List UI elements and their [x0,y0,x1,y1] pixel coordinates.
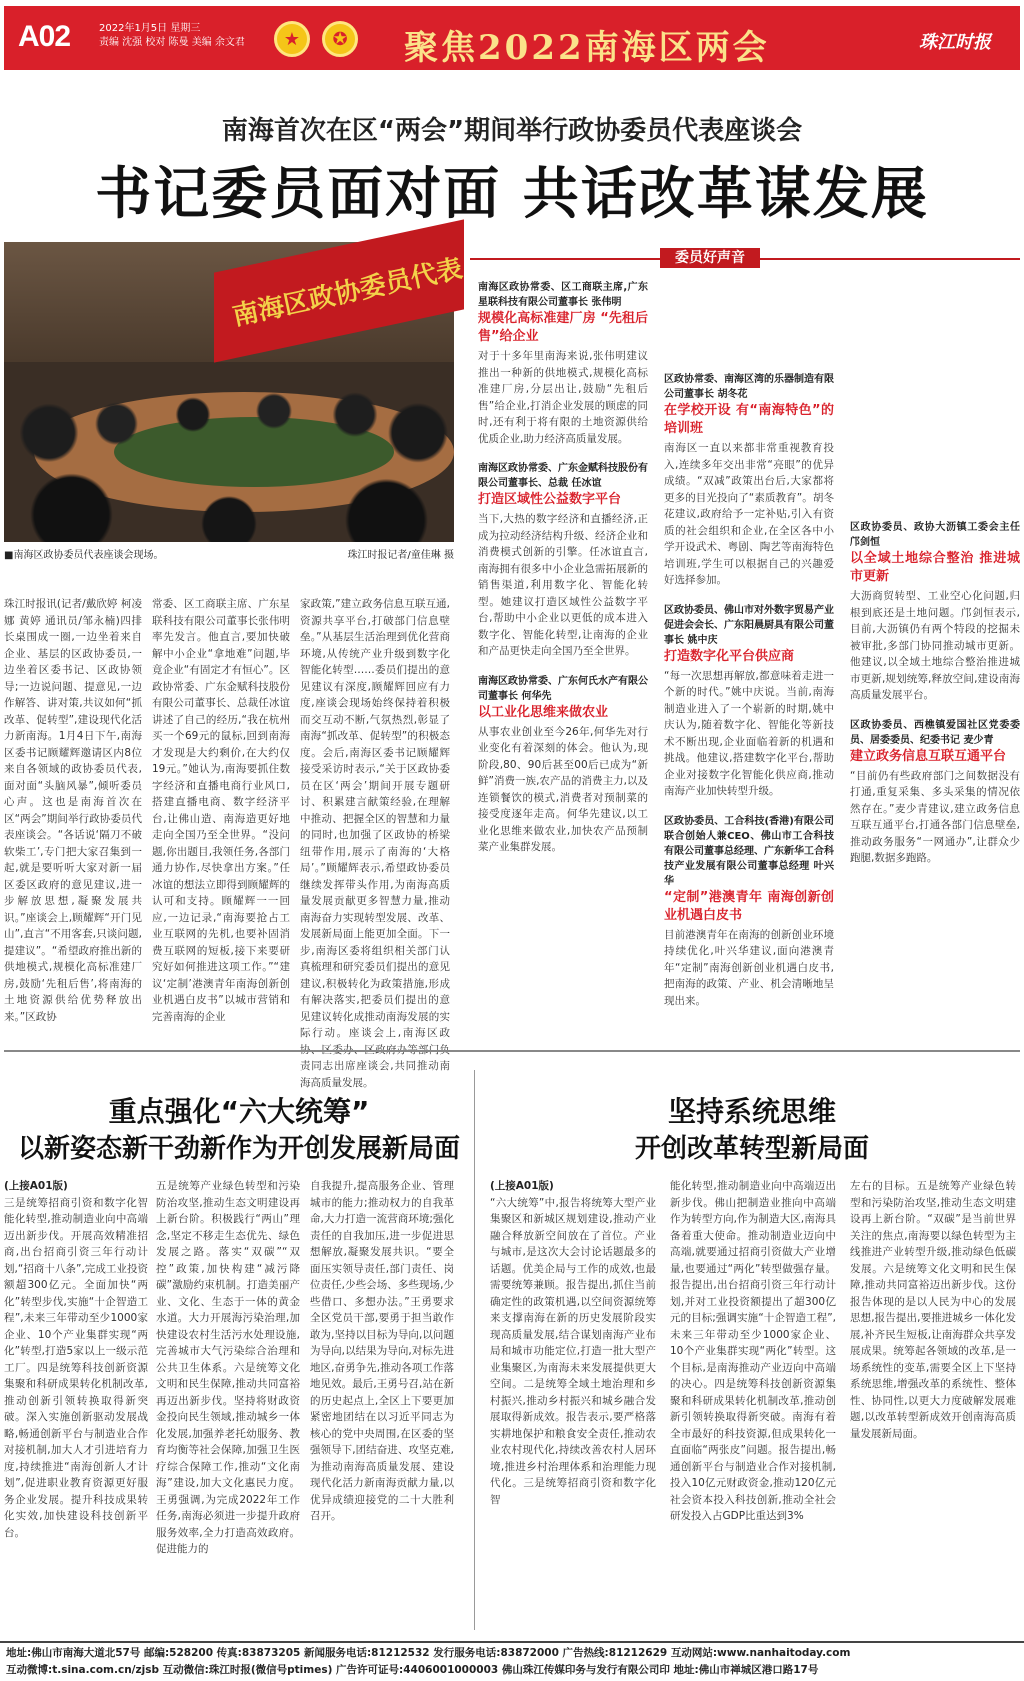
main-headline: 书记委员面对面 共话改革谋发展 [95,162,929,227]
voice-role: 区政协委员、西樵镇爱国社区党委委员、居委委员、纪委书记 麦少青 [850,719,1020,746]
lower-left-column-1 [4,1178,148,1628]
voice-role: 南海区政协常委、区工商联主席,广东星联科技有限公司董事长 张伟明 [478,282,648,308]
voices-column-2 [664,280,834,1020]
voice-role: 南海区政协常委、广东金赋科技股份有限公司董事长、总裁 任冰谊 [478,463,648,489]
footer-line-2: 互动微博:t.sina.com.cn/zjsb 互动微信:珠江时报(微信号ptimes) 广告许可证号:4406001000003 佛山珠江传媒印务与发行有限公司印 地址:佛山市禅城区港口路17号 [6,1664,819,1676]
voice-heading: 在学校开设 有“南海特色”的培训班 [664,403,834,436]
lower-right-heading-2: 开创改革转型新局面 [634,1134,869,1164]
voice-heading: “定制”港澳青年 南海创新创业机遇白皮书 [664,889,834,923]
voice-role: 区政协常委、南海区湾的乐器制造有限公司董事长 胡冬花 [664,374,834,400]
publication-date: 2022年1月5日 星期三 [99,23,201,34]
page-footer [0,1641,1024,1681]
lower-left-column-3: 自我提升,提高服务企业、管理城市的能力;推动权力的自我革命,大力打造一流营商环境;强化责任的自我加压,进一步促进思想解放,凝聚发展共识。“要全面压实领导责任,部门责任、岗位责任,少些会场、多些现场,少些借口、多想办法。”王勇要求全区党员干部,要勇于担当敢作敢为,坚持以目标为导向,以问题为导向,以结果为导向,对标先进地区,奋勇争先,推动各项工作落地见效。最后,王勇号召,站在新的历史起点上,全区上下要更加紧密地团结在以习近平同志为核心的党中央周围,在区委的坚强领导下,团结奋进、攻坚克难,为推动南海高质量发展、建设现代化活力新南海贡献力量,以优异成绩迎接党的二十大胜利召开。 [310,1180,454,1522]
voice-role: 南海区政协常委、广东何氏水产有限公司董事长 何华先 [478,675,648,702]
voice-text-continued [850,280,1020,520]
editors-line: 责编 沈强 校对 陈曼 美编 余文君 [99,37,245,48]
lead-column-1: 珠江时报讯(记者/戴欣婷 柯凌娜 黄婷 通讯员/邹永楠)四排长桌围成一圈,一边坐着来自企业、基层的区政协委员,一边坐着区委书记、区政协领导;一边说问题、提意见,一边作解答、讲对策,共议如何“抓改革、促转型”,建设现代化活力新南海。1月4日下午,南海区委书记顾耀辉邀请区内8位来自各领域的政协委员代表,面对面“头脑风暴”,倾听委员心声。这也是南海首次在区“两会”期间举行政协委员代表座谈会。“各话说‘隔刀不破软柴工’,专门把大家召集到一起,就是要听听大家对新一届区委区政府的意见建议,进一步解放思想,凝聚发展共识。”座谈会上,顾耀辉“开门见山”,直言“不用客套,只谈问题,提建议”。“希望政府推出新的供地模式,规模化高标准建厂房,鼓励‘先租后售’,将南海的土地资源供给优势释放出来。”区政协 [4,598,142,1023]
photo-credit: 珠江时报记者/童佳琳 摄 [347,550,454,561]
continued-note: (上接A01版) [4,1180,68,1192]
voice-role: 区政协委员、政协大沥镇工委会主任 邝剑恒 [850,522,1020,548]
voice-heading: 以工业化思维来做农业 [478,704,609,720]
lower-left-column-2: 五是统筹产业绿色转型和污染防治攻坚,推动生态文明建设再上新台阶。积极践行“两山”理念,坚定不移走生态优先、绿色发展之路。落实“双碳”“双控”政策,加快构建“减污降碳”激励约束机制。打造美丽产业、文化、生态于一体的黄金水道。大力开展海污染治理,加快建设农村生活污水处理设施,完善城市大气污染综合治理和公共卫生体系。六是统筹文化文明和民生保障,推动共同富裕再迈出新步伐。坚持将财政资金投向民生领域,推动城乡一体化发展,加强养老托幼服务、教育均衡等社会保障,加强卫生医疗综合保障工作,推动“文化南海”建设,加大文化惠民力度。王勇强调,为完成2022年工作任务,南海必须进一步提升政府服务效率,全力打造高效政府。促进能力的 [156,1180,300,1555]
voice-text: 对于十多年里南海来说,张伟明建议推出一种新的供地模式,规模化高标准建厂房,分层出让,鼓励“先租后售”给企业,打消企业发展的顾虑的同时,还有利于将有限的土地资源供给优质企业,助力经济高质量发展。 [478,350,648,445]
column-text: “六大统筹”中,报告将统筹大型产业集聚区和新城区规划建设,推动产业融合释放新空间放在了首位。产业与城市,是这次大会讨论话题最多的话题。优美企局与工作的成效,也最需要统筹兼顾。报告提出,抓住当前确定性的政策机遇,以空间资源统筹来支撑南海在新的历史发展阶段实现高质量发展,结合谋划南海产业布局和城市功能定位,打造一批大型产业集聚区,为南海未来发展提供更大空间。二是统筹全域土地治理和乡村振兴,推动乡村振兴和城乡融合发展取得新成效。报告表示,要严格落实耕地保护和粮食安全责任,推动农业农村现代化,持续改善农村人居环境,推进乡村治理体系和治理能力现代化。三是统筹招商引资和数字化智 [490,1196,656,1506]
voice-text: 当下,大热的数字经济和直播经济,正成为拉动经济结构升级、经济企业和消费模式创新的引擎。任冰谊直言,南海拥有很多中小企业急需拓展新的销售渠道,利用数字化、智能化转型。她建议打造区域性公益数字平台,帮助中小企业以更低的成本进入数字化、智能化转型,让南海的企业和产品更快走向全国乃至全世界。 [478,513,648,657]
voice-text: 目前港澳青年在南海的创新创业环境持续优化,叶兴华建议,面向港澳青年“定制”南海创新创业机遇白皮书,把南海的政策、产业、机会清晰地呈现出来。 [664,928,834,1007]
lower-right-column-3: 左右的目标。五是统筹产业绿色转型和污染防治攻坚,推动生态文明建设再上新台阶。“双碳”是当前世界关注的焦点,南海要以绿色转型为主线推进产业转型升级,推动绿色低碳发展。六是统筹文化文明和民生保障,推动共同富裕迈出新步伐。这份报告体现的是以人民为中心的发展思想,报告提出,要推进城乡一体化发展,补齐民生短板,让南海群众共享发展成果。统筹起各领域的改革,是一场系统性的变革,需要全区上下坚持系统思维,增强改革的系统性、整体性、协同性,以更大力度破解发展难题,以改革转型新成效开创南海高质量发展新局面。 [850,1180,1016,1440]
photo-banner-text: 南海区政协委员代表 [229,253,466,332]
footer-line-1: 地址:佛山市南海大道北57号 邮编:528200 传真:83873205 新闻服务电话:81212532 发行服务电话:83872000 广告热线:81212629 互动网站:www.nanhaitoday.com [6,1647,851,1659]
voice-text: 南海区一直以来都非常重视教育投入,连续多年交出非常“亮眼”的优异成绩。“双减”政策出台后,大家都将更多的目光投向了“素质教育”。胡冬花建议,政府给予一定补贴,引入有资质的社会组织和企业,在全区各中小学开设武术、粤剧、陶艺等南海特色培训班,学生可以根据自己的兴趣爱好选择参加。 [664,442,834,586]
voice-role: 区政协委员、佛山市对外数字贸易产业促进会会长、广东阳晨厨具有限公司董事长 姚中庆 [664,604,834,646]
kicker-headline: 南海首次在区“两会”期间举行政协委员代表座谈会 [221,116,803,146]
voice-text: 从事农业创业至今26年,何华先对行业变化有着深刻的体会。他认为,现阶段,80、90后甚至00后已成为“新鲜”消费一族,农产品的消费主力,以及连锁餐饮的模式,消费者对预制菜的接受度逐年走高。何华先建议,以工业化思维来做农业,加快农产品预制菜产业集群发展。 [478,725,648,853]
lead-column-2: 常委、区工商联主席、广东星联科技有限公司董事长张伟明率先发言。他直言,要加快破解中小企业“拿地难”问题,毕竟企业“有固定才有恒心”。区政协常委、广东金赋科技股份有限公司董事长、总裁任冰谊讲述了自己的经历,“我在杭州买一个69元的鼠标,回到南海才发现是大约剩价,在大约仅19元。”她认为,南海要抓住数字经济和直播电商行业风口,搭建直播电商、数字经济平台,让佛山造、南海造更好地走向全国乃至全世界。“没问题,你出题目,我领任务,各部门通力协作,尽快拿出方案。”任冰谊的想法立即得到顾耀辉的认可和支持。顾耀辉一一回应,一边记录,“南海要抢占工业互联网的先机,也要补固消费互联网的短板,接下来要研究好如何推进这项工作。”“建议‘定制’港澳青年南海创新创业机遇白皮书”以城市营销和完善南海的企业 [152,598,290,1023]
cppcc-emblem-icon: ✪ [322,21,358,57]
voice-heading: 以全域土地综合整治 推进城市更新 [850,551,1020,584]
voices-section-label: 委员好声音 [660,248,760,268]
section-title: 聚焦2022南海区两会 [404,28,770,68]
photo-attendees [4,360,454,542]
national-emblem-icon: ★ [274,21,310,57]
voices-column-1 [478,280,648,1020]
column-separator [474,1070,475,1630]
voice-heading: 建立政务信息互联互通平台 [850,748,1007,764]
continued-note: (上接A01版) [490,1180,554,1192]
lower-left-heading-1: 重点强化“六大统筹” [108,1095,370,1128]
voice-role: 区政协委员、工合科技(香港)有限公司联合创始人兼CEO、佛山市工合科技有限公司董事总经理、广东新华工合科技产业发展有限公司董事总经理 叶兴华 [664,815,834,887]
date-line [99,22,259,50]
lead-column-3: 家政策,”建立政务信息互联互通,资源共享平台,打破部门信息壁垒。”从基层生活治理到优化营商环境,从传统产业升级到数字化智能化转型……委员们提出的意见建议有深度,顾耀辉回应有力度,座谈会现场始终保持着积极而交互动不断,气氛热烈,彰显了南海“抓改革、促转型”的积极态度。会后,南海区委书记顾耀辉接受采访时表示,“关于区政协委员在区‘两会’期间开展专题研讨、积累建言献策经验,在理解中推动、把握全区的智慧和力量的同时,也加强了区政协的桥梁纽带作用,展示了南海的‘大格局’。”顾耀辉表示,希望政协委员继续发挥带头作用,为南海高质量发展贡献更多智慧力量,推动南海奋力实现转型发展、改革、发展新局面上能更加全面。下一步,南海区委将组织相关部门认真梳理和研究委员们提出的意见建议,积极转化为政策措施,形成有解决落实,把委员们提出的意见建议转化成推动南海发展的实际行动。座谈会上,南海区政 责同志出席座谈会,共同推动南海高质量发展。 [300,598,450,1089]
photo-caption [4,546,454,561]
voice-text-continued [664,282,834,372]
section-divider [4,1050,1020,1052]
voice-heading: 规模化高标准建厂房 “先租后售”给企业 [478,311,648,344]
voice-text: “每一次思想再解放,都意味着走进一个新的时代。”姚中庆说。当前,南海制造业进入了一个崭新的时期,姚中庆认为,随着数字化、智能化等新技术不断出现,企业面临着新的机遇和挑战。他建议,搭建数字化平台,帮助企业对接数字化智能化供应商,推动南海产业加快转型升级。 [664,669,834,797]
voices-column-3 [850,280,1020,1020]
voice-heading: 打造区域性公益数字平台 [478,492,622,507]
column-text: 三是统筹招商引资和数字化智能化转型,推动制造业向中高端迈出新步伐。开展高效精准招商,出台招商引资三年行动计划,“招商十八条”,完成工业投资额超300亿元。全面加快“两化”转型步伐,实施“十企智造工程”,未来三年带动至少1000家企业、10个产业集群实现“两化”转型,打造5家以上一级示范工厂。四是统筹科技创新资源集聚和科研成果转化机制改革,推动创新引领转换取得新突破。深入实施创新驱动发展战略,畅通创新平台与制造业合作对接机制,加大人才引进培育力度,持续推进“南海创新人才计划”,促进职业教育资源更好服务企业发展。提升科技成果转化实效,加快建设科技创新平台。 [4,1196,148,1539]
lower-right-column-2: 能化转型,推动制造业向中高端迈出新步伐。佛山把制造业推向中高端作为转型方向,作为制造大区,南海具备着重大使命。推动制造业迈向中高端,就要通过招商引资做大产业增量,也要通过“两化”转型做强存量。报告提出,出台招商引资三年行动计划,并对工业投资额提出了超300亿元的目标;强调实施“十企智造工程”,未来三年带动至少1000家企业、10个产业集群实现“两化”转型。这个目标,是南海推动产业迈向中高端的决心。四是统筹科技创新资源集聚和科研成果转化机制改革,推动创新引领转换取得新突破。南海有着全市最好的科技资源,但成果转化一直面临“两张皮”问题。报告提出,畅通创新平台与制造业合作对接机制,投入10亿元财政资金,推动120亿元社会资本投入科技创新,推动全社会研发投入占GDP比重达到3% [670,1180,836,1522]
lower-right-heading-1: 坚持系统思维 [667,1095,836,1128]
lower-right-column-1 [490,1178,656,1628]
caption-text: ■南海区政协委员代表座谈会现场。 [4,550,164,561]
newspaper-logo: 珠江时报 [919,32,991,53]
header-band [4,6,1020,70]
voice-text: “目前仍有些政府部门之间数据没有打通,重复采集、多头采集的情况依然存在。”麦少青建议,建立政务信息互联互通平台,打通各部门信息壁垒,推动政务服务“一网通办”,让群众少跑腿,数据多跑路。 [850,769,1020,864]
meeting-photo [4,242,466,542]
voice-heading: 打造数字化平台供应商 [664,648,795,664]
lower-left-heading-2: 以新姿态新干劲新作为开创发展新局面 [17,1134,460,1164]
page-number: A02 [18,20,71,53]
voice-text: 大沥商贸转型、工业空心化问题,归根到底还是土地问题。邝剑恒表示,目前,大沥镇仍有两个特段的挖掘未被审批,多部门协同推动城市更新。他建议,以全域土地综合整治推进城市更新,规划统筹,释放空间,建设南海高质量发展平台。 [850,590,1020,701]
